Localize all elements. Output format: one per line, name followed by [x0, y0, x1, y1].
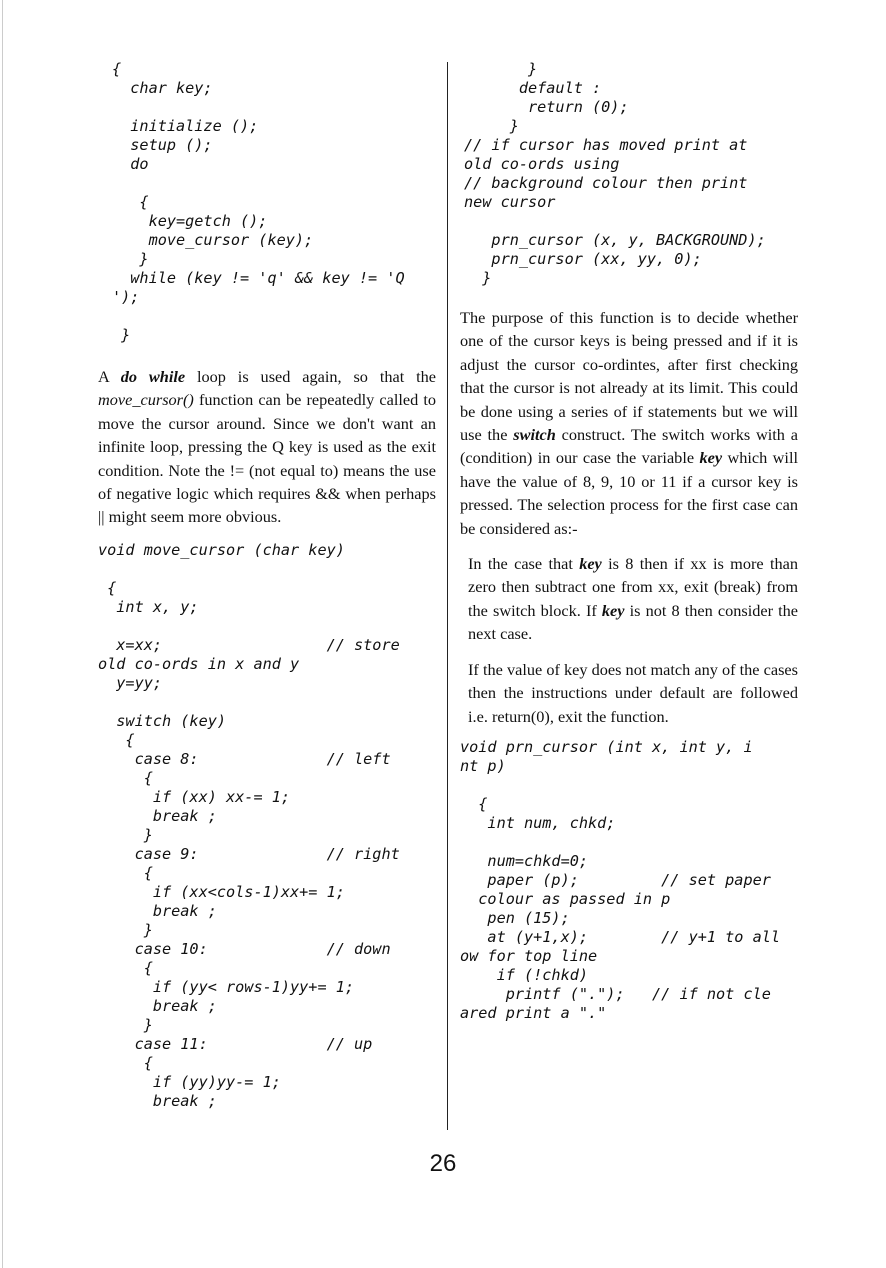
para-text: The purpose of this function is to decide whether one of the cursor keys is being pressed and if it is adjust the cursor co-ordintes, after first checking that the cursor is not already at its limit. This could be done using a series of if statements but we will use the — [460, 308, 798, 445]
right-column — [460, 60, 798, 1023]
paragraph-purpose — [460, 306, 798, 540]
page-number: 26 — [429, 1150, 457, 1177]
column-divider — [447, 62, 448, 1130]
para-text: construct. The switch works with a (condition) in our case the variable — [460, 425, 798, 468]
paragraph-do-while — [98, 365, 436, 529]
function-name: move_cursor() — [98, 390, 194, 410]
paragraph-case-8 — [468, 552, 798, 646]
code-prn-cursor: void prn_cursor (int x, int y, i nt p) { int num, chkd; num=chkd=0; paper (p); // set paper colour as passed in p pen (15); at (y+1,x); // y+1 to all ow for top line if (!chkd) printf ("."); // if not cle ared print a "." — [460, 737, 781, 1022]
keyword-key: key — [699, 448, 723, 468]
para-text: which will have the value of 8, 9, 10 or 11 if a cursor key is pressed. The selection process for the first case can be considered as:- — [460, 448, 799, 538]
para-text: loop is used again, so that the — [185, 367, 437, 386]
left-column — [98, 60, 436, 1111]
code-main-block: { char key; initialize (); setup (); do { key=getch (); move_cursor (key); } while (key != 'q' && key != 'Q '); } — [112, 60, 405, 344]
keyword-switch: switch — [513, 425, 556, 445]
para-text: In the case that — [468, 554, 580, 574]
para-text: is not 8 then consider the next case. — [468, 600, 799, 644]
paragraph-default: If the value of key does not match any of the cases then the instructions under default are followed i.e. return(0), exit the function. — [468, 659, 798, 726]
para-text: A — [98, 367, 121, 386]
page-edge-line — [2, 0, 3, 1268]
code-move-cursor: void move_cursor (char key) { int x, y; x=xx; // store old co-ords in x and y y=yy; switch (key) { case 8: // left { if (xx) xx-= 1; break ; } case 9: // right { if (xx<cols-1)xx+= 1; break ; } case 10: // down { if (yy< rows-1)yy+= 1; break ; } case 11: // up { if (yy)yy-= 1; break ; — [98, 540, 400, 1110]
keyword-do-while: do while — [120, 367, 186, 386]
code-switch-end: } default : return (0); } // if cursor has moved print at old co-ords using // background colour then print new cursor prn_cursor (x, y, BACKGROUND); prn_cursor (xx, yy, 0); } — [464, 60, 766, 287]
para-text: function can be repeatedly called to move the cursor around. Since we don't want an infinite loop, pressing the Q key is used as the exit condition. Note the != (not equal to) means the use of negative logic which requires && when perhaps || might seem more obvious. — [98, 390, 436, 527]
keyword-key: key — [579, 554, 602, 574]
keyword-key: key — [601, 600, 625, 620]
para-text: is 8 then if xx is more than zero then subtract one from xx, exit (break) from the switch block. If — [468, 554, 798, 620]
